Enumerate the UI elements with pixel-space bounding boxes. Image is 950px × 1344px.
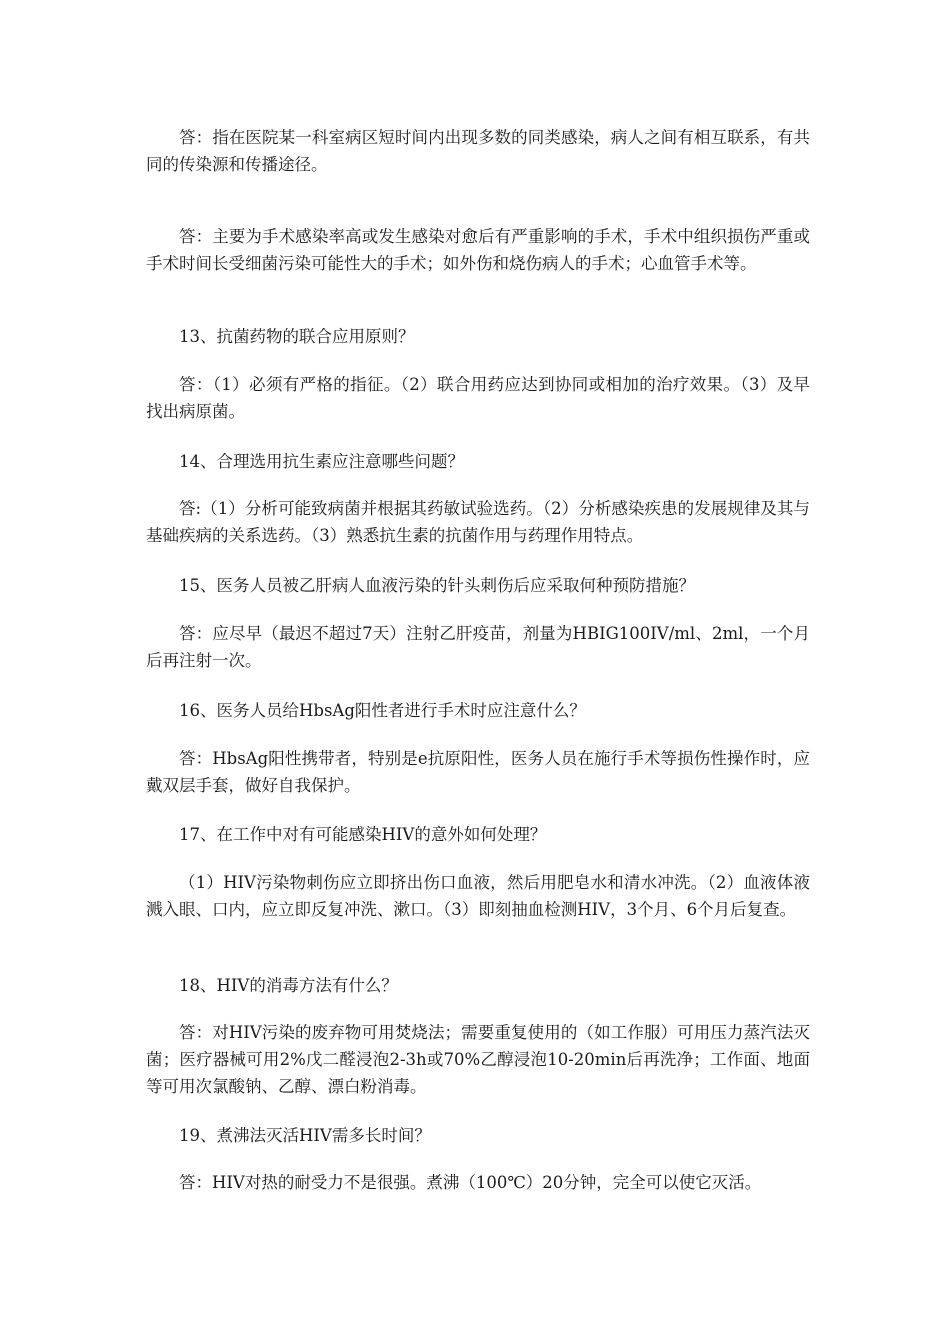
question-heading: 19、煮沸法灭活HIV需多长时间？ [179,1126,431,1145]
question-heading: 15、医务人员被乙肝病人血液污染的针头刺伤后应采取何种预防措施？ [179,576,695,595]
answer-paragraph: 答：HIV对热的耐受力不是很强。煮沸（100℃）20分钟，完全可以使它灭活。 [179,1173,762,1192]
answer-paragraph: 答：HbsAg阳性携带者，特别是e抗原阳性，医务人员在施行手术等损伤性操作时，应戴双层手套，做好自我保护。 [146,749,810,795]
question-heading: 16、医务人员给HbsAg阳性者进行手术时应注意什么？ [179,701,586,720]
question-heading: 17、在工作中对有可能感染HIV的意外如何处理？ [179,825,547,844]
answer-paragraph: 答：主要为手术感染率高或发生感染对愈后有严重影响的手术，手术中组织损伤严重或手术时间长受细菌污染可能性大的手术；如外伤和烧伤病人的手术；心血管手术等。 [146,227,810,273]
answer-paragraph: （1）HIV污染物刺伤应立即挤出伤口血液，然后用肥皂水和清水冲洗。（2）血液体液溅入眼、口内，应立即反复冲洗、漱口。（3）即刻抽血检测HIV，3个月、6个月后复查。 [146,873,810,919]
answer-paragraph: 答:（1）分析可能致病菌并根据其药敏试验选药。（2）分析感染疾患的发展规律及其与基础疾病的关系选药。（3）熟悉抗生素的抗菌作用与药理作用特点。 [146,499,810,545]
answer-paragraph: 答：指在医院某一科室病区短时间内出现多数的同类感染，病人之间有相互联系，有共同的传染源和传播途径。 [146,128,810,174]
question-heading: 18、HIV的消毒方法有什么？ [179,976,398,995]
answer-paragraph: 答：（1）必须有严格的指征。（2）联合用药应达到协同或相加的治疗效果。（3）及早找出病原菌。 [146,375,810,421]
answer-paragraph: 答：应尽早（最迟不超过7天）注射乙肝疫苗，剂量为HBIG100IV/ml、2ml，一个月后再注射一次。 [146,624,810,670]
question-heading: 14、合理选用抗生素应注意哪些问题？ [179,452,464,471]
question-heading: 13、抗菌药物的联合应用原则？ [179,327,415,346]
answer-paragraph: 答：对HIV污染的废弃物可用焚烧法；需要重复使用的（如工作服）可用压力蒸汽法灭菌；医疗器械可用2%戊二醛浸泡2-3h或70%乙醇浸泡10-20min后再洗净；工作面、地面等可用次氯酸钠、乙醇、漂白粉消毒。 [146,1023,810,1096]
